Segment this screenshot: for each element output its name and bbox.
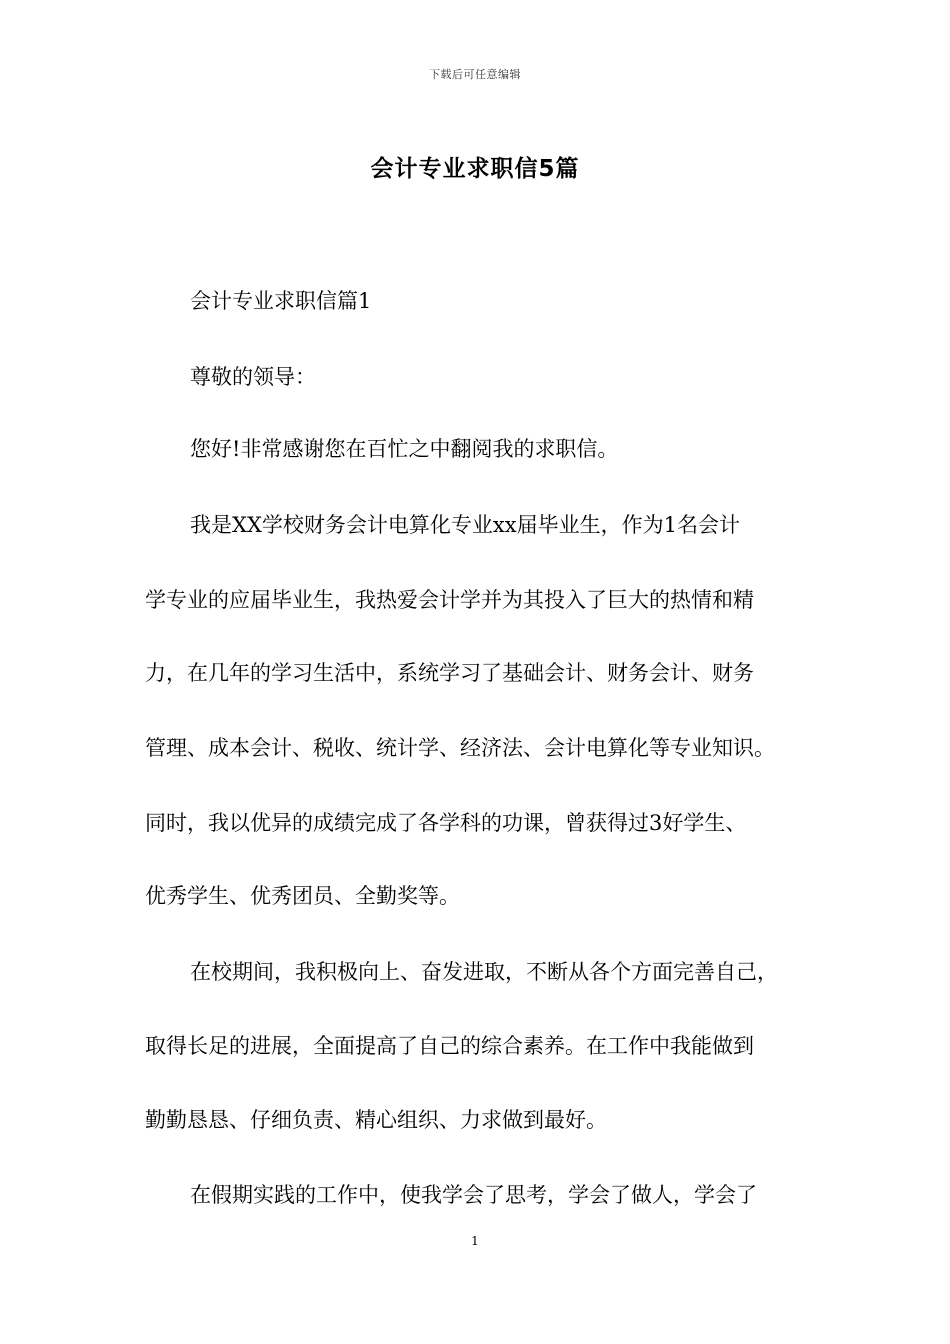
paragraph-line: 勤勤恳恳、仔细负责、精心组织、力求做到最好。 [145,1108,607,1132]
page-header: 下载后可任意编辑 [429,68,521,81]
paragraph-line: 优秀学生、优秀团员、全勤奖等。 [145,884,460,908]
paragraph-line: 管理、成本会计、税收、统计学、经济法、会计电算化等专业知识。 [145,736,775,760]
paragraph-line: 在假期实践的工作中，使我学会了思考，学会了做人，学会了 [190,1183,757,1207]
paragraph-line: 我是XX学校财务会计电算化专业xx届毕业生，作为1名会计 [190,513,740,537]
paragraph-line: 同时，我以优异的成绩完成了各学科的功课，曾获得过3好学生、 [145,811,747,835]
paragraph-line: 取得长足的进展，全面提高了自己的综合素养。在工作中我能做到 [145,1034,754,1058]
paragraph-line: 在校期间，我积极向上、奋发进取，不断从各个方面完善自己， [190,960,778,984]
paragraph-line: 力，在几年的学习生活中，系统学习了基础会计、财务会计、财务 [145,661,754,685]
document-title: 会计专业求职信5篇 [370,156,580,182]
paragraph-line: 学专业的应届毕业生，我热爱会计学并为其投入了巨大的热情和精 [145,588,754,612]
page-number: 1 [471,1234,479,1248]
section-heading: 会计专业求职信篇1 [190,289,372,313]
salutation: 尊敬的领导： [190,365,316,389]
greeting-line: 您好!非常感谢您在百忙之中翻阅我的求职信。 [190,437,619,461]
